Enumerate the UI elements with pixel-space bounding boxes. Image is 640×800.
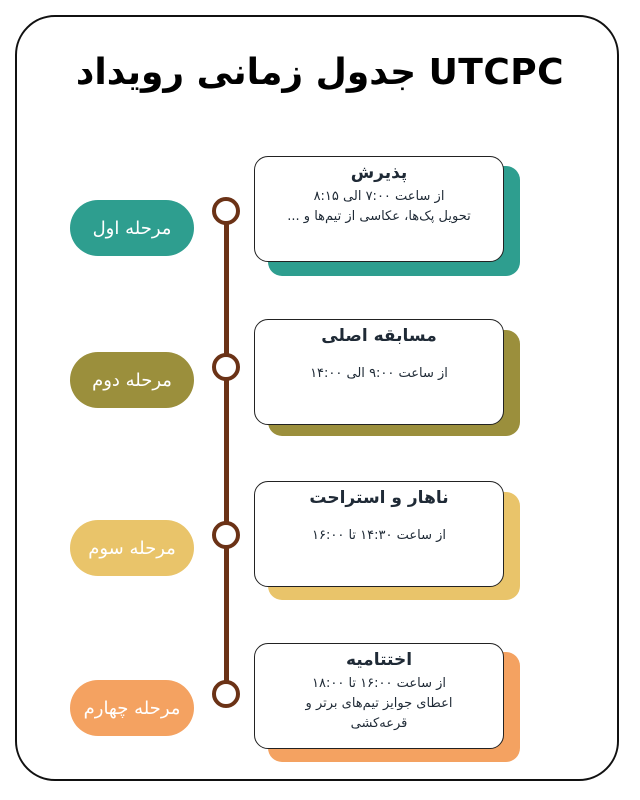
stage-label-4-text: مرحله چهارم xyxy=(83,697,181,719)
card-closing xyxy=(254,643,504,749)
timeline-node-4 xyxy=(212,680,240,708)
card-spacer xyxy=(265,350,493,364)
stage-label-2-text: مرحله دوم xyxy=(92,369,172,391)
stage-label-1 xyxy=(70,200,194,256)
card-time: از ساعت ۷:۰۰ الی ۸:۱۵ xyxy=(313,189,445,204)
card-spacer xyxy=(265,512,493,526)
stage-label-4 xyxy=(70,680,194,736)
stage-label-2 xyxy=(70,352,194,408)
card-title: اختتامیه xyxy=(345,650,413,670)
card-time: از ساعت ۱۶:۰۰ تا ۱۸:۰۰ xyxy=(312,676,446,691)
timeline-node-3 xyxy=(212,521,240,549)
card-time: از ساعت ۱۴:۳۰ تا ۱۶:۰۰ xyxy=(312,528,446,543)
card-title: پذیرش xyxy=(350,163,408,183)
card-detail: قرعه‌کشی xyxy=(350,716,408,731)
card-lunch-break xyxy=(254,481,504,587)
stage-label-1-text: مرحله اول xyxy=(92,217,172,239)
card-main-contest xyxy=(254,319,504,425)
page-title: جدول زمانی رویداد UTCPC xyxy=(75,52,565,93)
card-detail: تحویل پک‌ها، عکاسی از تیم‌ها و ... xyxy=(287,209,471,224)
stage-label-3-text: مرحله سوم xyxy=(88,537,176,559)
card-title: مسابقه اصلی xyxy=(321,326,437,346)
card-title: ناهار و استراحت xyxy=(309,488,449,508)
card-reception xyxy=(254,156,504,262)
card-time: از ساعت ۹:۰۰ الی ۱۴:۰۰ xyxy=(310,366,448,381)
timeline-node-1 xyxy=(212,197,240,225)
timeline-node-2 xyxy=(212,353,240,381)
timeline-line xyxy=(224,209,229,694)
stage-label-3 xyxy=(70,520,194,576)
card-detail: اعطای جوایز تیم‌های برتر و xyxy=(305,696,453,711)
